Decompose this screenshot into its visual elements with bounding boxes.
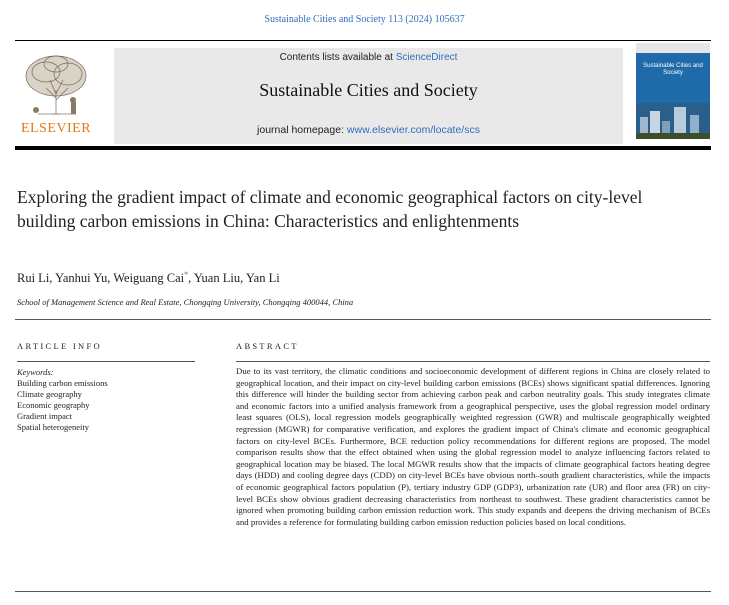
- journal-cover-image: [636, 43, 710, 139]
- affiliation: School of Management Science and Real Estate, Chongqing University, Chongqing 400044, China: [17, 297, 354, 307]
- keyword-item: Climate geography: [17, 389, 82, 399]
- abstract-heading: ABSTRACT: [236, 341, 299, 351]
- keyword-item: Economic geography: [17, 400, 90, 410]
- keywords-label: Keywords:: [17, 367, 54, 377]
- homepage-link[interactable]: www.elsevier.com/locate/scs: [346, 124, 480, 136]
- article-info-heading: ARTICLE INFO: [17, 341, 102, 351]
- paper-title: Exploring the gradient impact of climate and economic geographical factors on city-level building carbon emissions in China: Characteristics and enlightenments: [17, 187, 643, 231]
- abstract-rule: [236, 361, 710, 362]
- author-name[interactable]: Rui Li: [17, 271, 50, 286]
- author-name[interactable]: Weiguang Cai: [113, 271, 185, 286]
- cover-top-band: [636, 43, 710, 53]
- bottom-rule: [15, 591, 711, 592]
- keyword-item: Building carbon emissions: [17, 378, 108, 388]
- keywords-list: [17, 378, 108, 433]
- homepage-prefix: journal homepage:: [257, 124, 347, 136]
- sciencedirect-link[interactable]: ScienceDirect: [395, 52, 458, 63]
- keyword-item: Spatial heterogeneity: [17, 422, 89, 432]
- header-thick-rule: [15, 146, 711, 150]
- section-rule: [15, 319, 711, 320]
- journal-homepage-line: [114, 124, 623, 136]
- keyword-item: Gradient impact: [17, 411, 72, 421]
- cover-title: Sustainable Cities and Society: [643, 63, 703, 76]
- author-name[interactable]: Yanhui Yu: [55, 271, 108, 286]
- author-list: Rui Li, Yanhui Yu, Weiguang Cai*, Yuan Liu, Yan Li: [17, 270, 280, 286]
- article-info-rule: [17, 361, 195, 362]
- elsevier-wordmark: ELSEVIER: [20, 121, 92, 136]
- journal-reference-link[interactable]: Sustainable Cities and Society 113 (2024) 105637: [264, 14, 465, 25]
- author-name[interactable]: Yan Li: [245, 271, 280, 286]
- top-rule: [15, 40, 711, 41]
- abstract-text: Due to its vast territory, the climatic conditions and socioeconomic development of different regions in China are closely related to geographical location, and their impact on city-level building carbon emissions (BCEs) shows significant spatial differences. Ignoring this difference will hinder the building sector from achieving carbon peak and carbon neutrality goals. This study integrates climate and economic factors into a unified analysis framework from a geographical perspective, uses the global regression model ordinary least squares (OLS), local regression models geographically weighted regression (GWR) and multiscale geographically weighted regression (MGWR) for comparative verification, and explores the gradient impact of China's climate and economic geographical factors on city-level BCEs. Furthermore, BCE reduction policy recommendations for different regions are proposed. The model comparison results show that the effect obtained when using the global regression model to analyze influencing factors related to geographical location may be biased. The local MGWR results show that the impacts of climate geographical factors heating degree days (HDD) and cooling degree days (CDD) on city-level BCEs have obvious north–south gradient characteristics, while the impacts of economic geographical factors population (P), tertiary industry GDP (GDP3), urbanization rate (UR) and floor area (FR) on city-level BCEs show obvious gradient decreasing characteristics from northeast to southwest. These gradient characteristics cannot be ignored when promoting building carbon emission reduction work. This study expands and deepens the driving mechanism of BCEs and provides a reference for formulating building carbon emission reduction policies based on local conditions.: [236, 366, 710, 527]
- cover-photo: [636, 103, 710, 139]
- author-name[interactable]: Yuan Liu: [193, 271, 241, 286]
- corresponding-author-mark[interactable]: *: [184, 270, 189, 279]
- contents-available-line: [114, 52, 623, 63]
- contents-prefix: Contents lists available at: [279, 52, 396, 63]
- journal-title: Sustainable Cities and Society: [259, 80, 478, 100]
